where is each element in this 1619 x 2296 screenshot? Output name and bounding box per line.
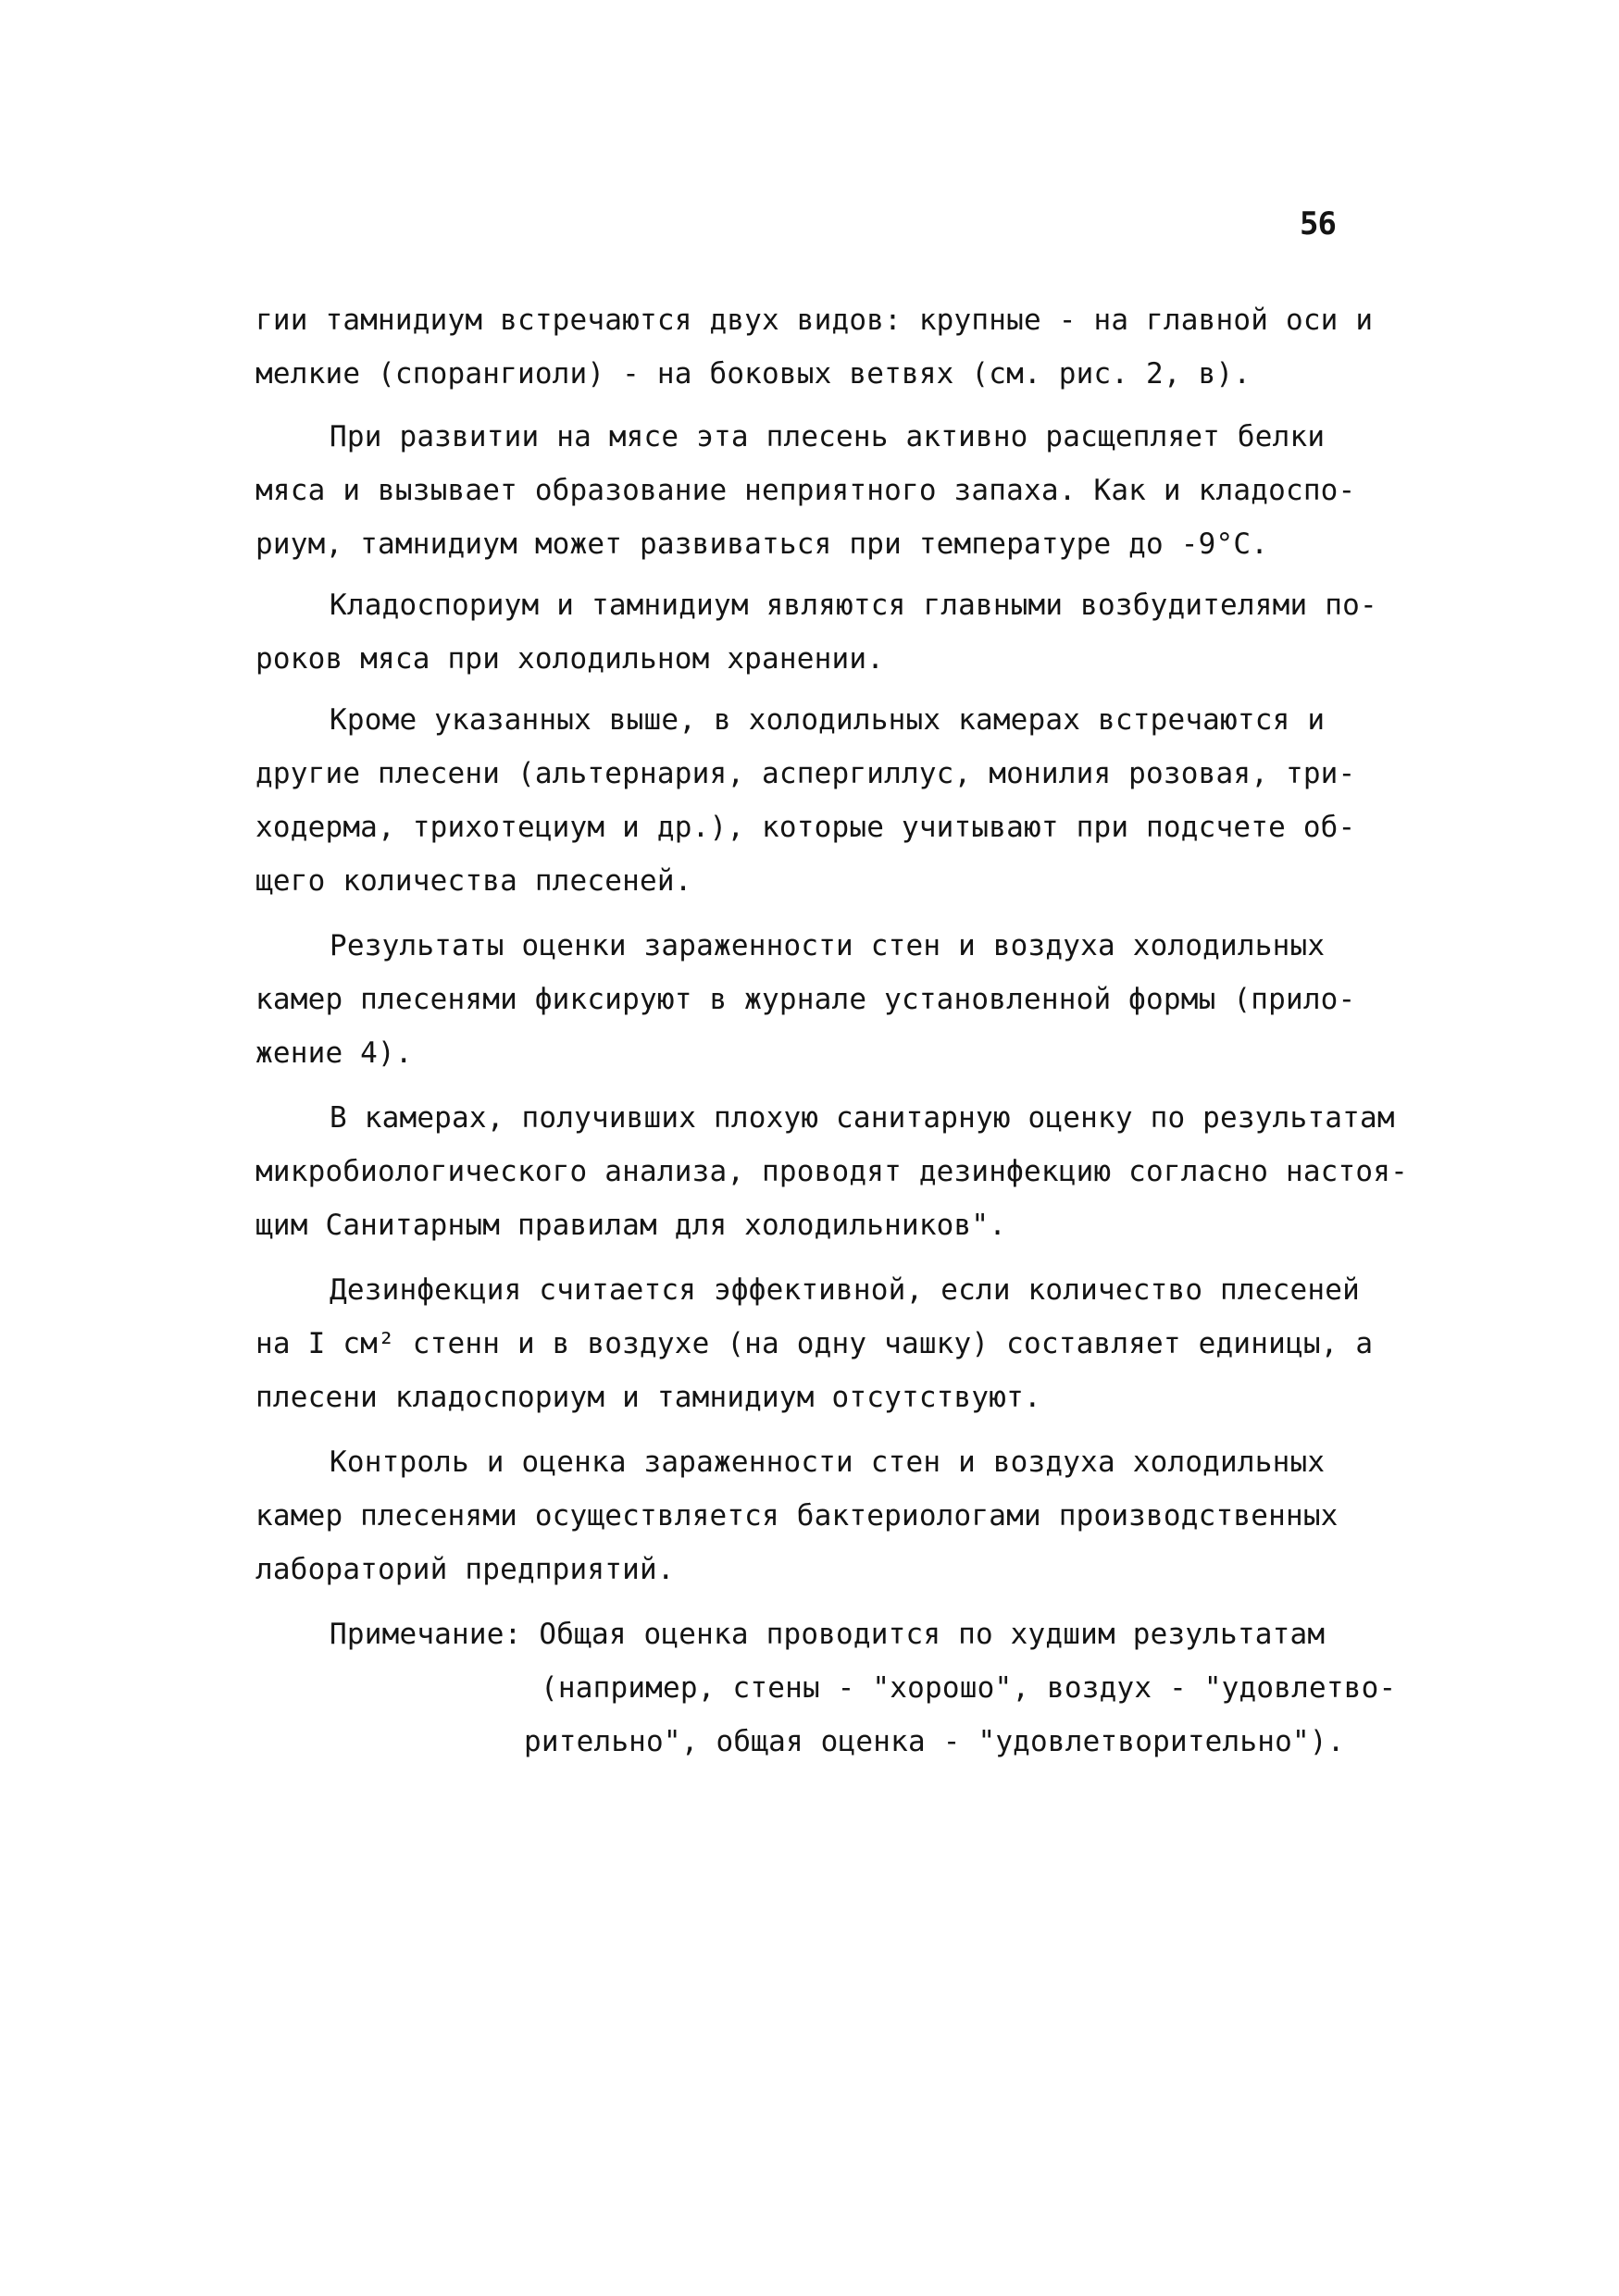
text-line: мяса и вызывает образование неприятного запаха. Как и кладоспо- — [255, 474, 1356, 507]
text-line: плесени кладоспориум и тамнидиум отсутствуют. — [255, 1381, 1041, 1414]
text-line: мелкие (спорангиоли) - на боковых ветвях (см. рис. 2, в). — [255, 357, 1252, 391]
text-line: камер плесенями фиксируют в журнале установленной формы (прило- — [255, 983, 1356, 1016]
text-line: жение 4). — [255, 1036, 413, 1070]
text-line: микробиологического анализа, проводят дезинфекцию согласно настоя- — [255, 1155, 1408, 1188]
note-line: Примечание: Общая оценка проводится по худшим результатам — [330, 1618, 1326, 1651]
text-line: гии тамнидиум встречаются двух видов: крупные - на главной оси и — [255, 304, 1374, 337]
paragraph-start-line: Дезинфекция считается эффективной, если количество плесеней — [330, 1273, 1360, 1307]
page-number: 56 — [1300, 205, 1336, 242]
text-line: щего количества плесеней. — [255, 864, 692, 898]
text-line: на I см² стенн и в воздухе (на одну чашку) составляет единицы, а — [255, 1327, 1374, 1360]
paragraph-start-line: Кладоспориум и тамнидиум являются главными возбудителями по- — [330, 589, 1377, 622]
text-line: лабораторий предприятий. — [255, 1553, 675, 1586]
paragraph-start-line: При развитии на мясе эта плесень активно расщепляет белки — [330, 420, 1326, 453]
text-line: ходерма, трихотециум и др.), которые учитывают при подсчете об- — [255, 811, 1356, 844]
text-line: роков мяса при холодильном хранении. — [255, 642, 885, 676]
paragraph-start-line: Кроме указанных выше, в холодильных камерах встречаются и — [330, 703, 1326, 737]
text-line: другие плесени (альтернария, аспергиллус, монилия розовая, три- — [255, 757, 1356, 790]
paragraph-start-line: Результаты оценки зараженности стен и воздуха холодильных — [330, 929, 1326, 962]
text-line: камер плесенями осуществляется бактериологами производственных — [255, 1499, 1339, 1533]
paragraph-start-line: Контроль и оценка зараженности стен и воздуха холодильных — [330, 1446, 1326, 1479]
text-line: риум, тамнидиум может развиваться при температуре до -9°С. — [255, 527, 1269, 561]
text-line: щим Санитарным правилам для холодильников". — [255, 1209, 1007, 1242]
paragraph-start-line: В камерах, получивших плохую санитарную оценку по результатам — [330, 1101, 1395, 1135]
note-continuation-line: рительно", общая оценка - "удовлетворительно"). — [524, 1725, 1345, 1758]
note-continuation-line: (например, стены - "хорошо", воздух - "удовлетво- — [541, 1671, 1397, 1705]
